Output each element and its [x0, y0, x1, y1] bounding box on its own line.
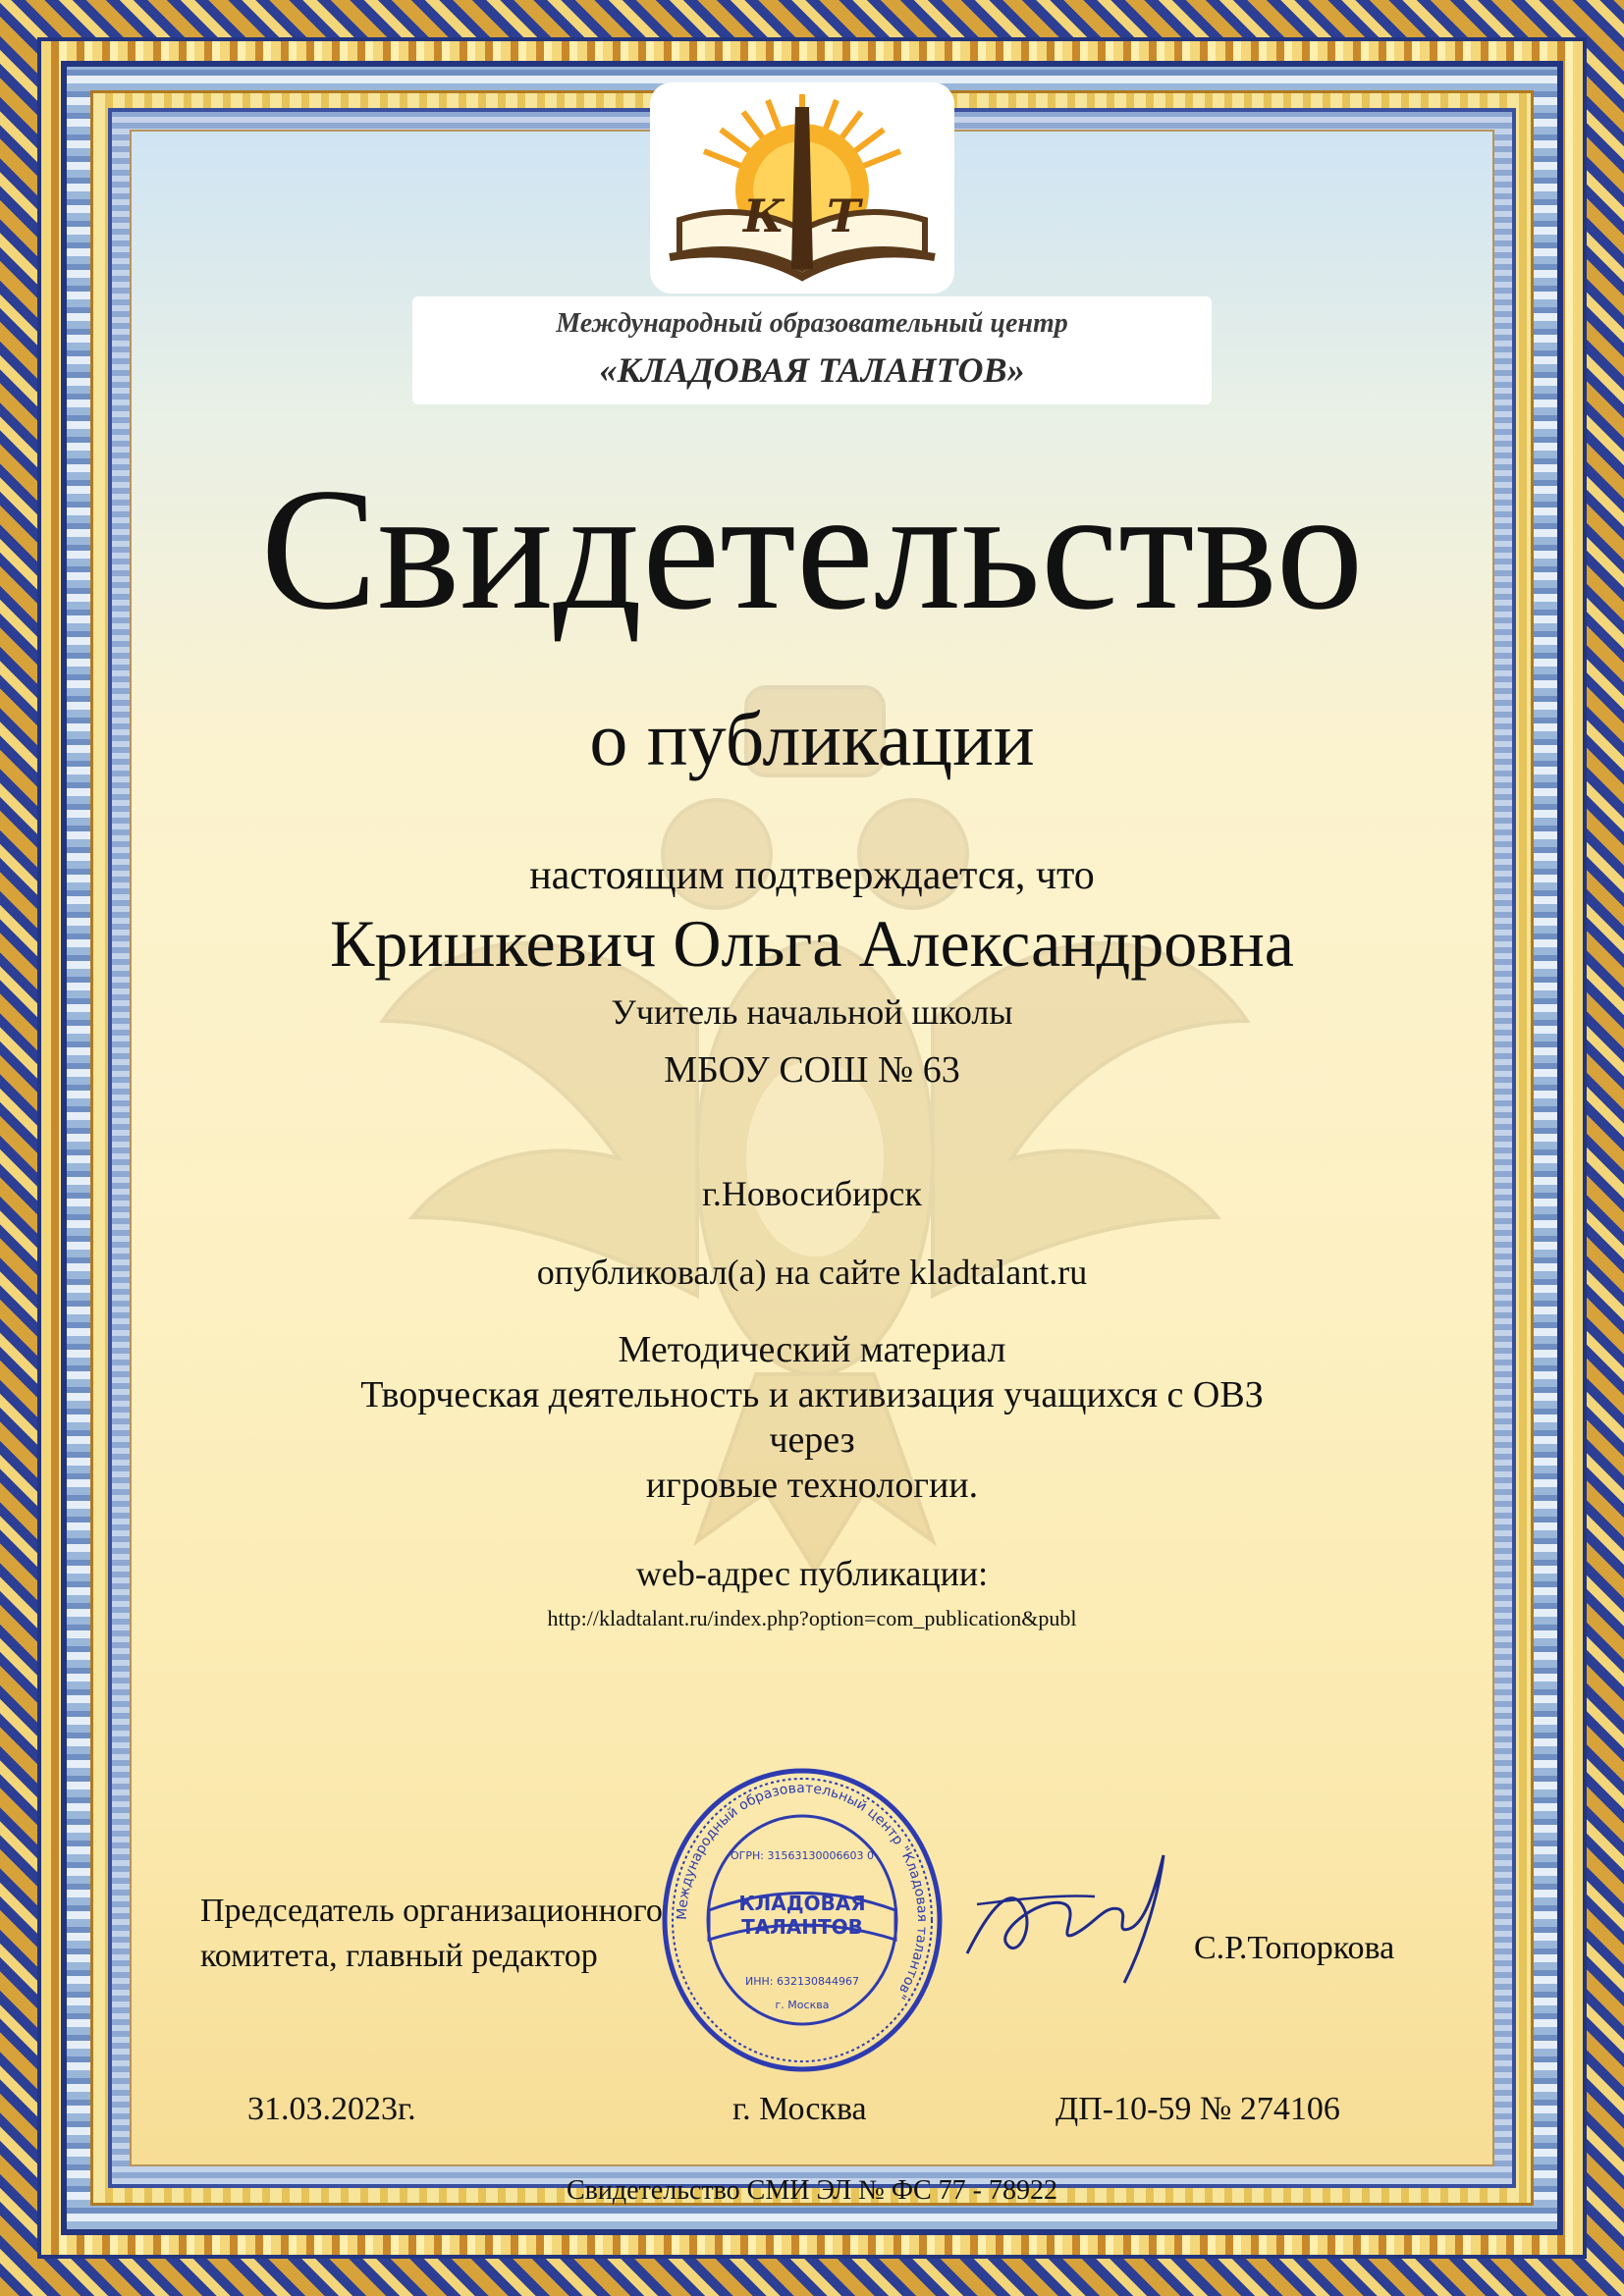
mass-media-registration: Свидетельство СМИ ЭЛ № ФС 77 - 78922: [567, 2175, 1057, 2206]
recipient-school: МБОУ СОШ № 63: [664, 1049, 960, 1091]
confirmation-text: настоящим подтверждается, что: [529, 853, 1095, 898]
organization-name: «КЛАДОВАЯ ТАЛАНТОВ»: [599, 350, 1025, 390]
material-line: Методический материал: [618, 1329, 1006, 1370]
stamp-inn: ИНН: 632130844967: [745, 1975, 859, 1988]
stamp-center-line2: ТАЛАНТОВ: [741, 1915, 863, 1939]
signer-name: С.Р.Топоркова: [1194, 1930, 1395, 1966]
stamp-center-line1: КЛАДОВАЯ: [738, 1892, 866, 1915]
web-address-label: web-адрес публикации:: [635, 1554, 989, 1593]
certificate-number: ДП-10-59 № 274106: [1056, 2091, 1340, 2127]
issue-place: г. Москва: [732, 2091, 867, 2127]
material-description: [0, 1327, 1624, 1508]
signer-role: [200, 1889, 663, 1979]
signer-role-line: комитета, главный редактор: [200, 1938, 598, 1974]
recipient-position: Учитель начальной школы: [611, 992, 1013, 1032]
stamp-ring-text: Международный образовательный центр "Кладовая талантов": [674, 1780, 931, 2002]
organization-type: Международный образовательный центр: [556, 308, 1068, 339]
logo-letter-k: К: [743, 189, 785, 242]
signer-role-line: Председатель организационного: [200, 1893, 663, 1929]
published-text: опубликовал(а) на сайте kladtalant.ru: [536, 1253, 1088, 1292]
material-line: Творческая деятельность и активизация учащихся с ОВЗ: [360, 1374, 1264, 1415]
material-line: игровые технологии.: [645, 1465, 979, 1506]
kladovaya-talantov-logo-icon: [650, 82, 954, 294]
stamp-ogrn: ОГРН: 31563130006603 0: [731, 1849, 874, 1862]
web-address-url: http://kladtalant.ru/index.php?option=com_publication&publ: [547, 1606, 1077, 1630]
certificate-title: Свидетельство: [260, 452, 1364, 646]
logo-box: [650, 82, 954, 294]
organization-name-box: [412, 296, 1212, 404]
recipient-name: Кришкевич Ольга Александровна: [330, 906, 1294, 981]
recipient-city: г.Новосибирск: [702, 1174, 922, 1213]
issue-date: 31.03.2023г.: [247, 2091, 416, 2127]
logo-letter-t: Т: [827, 189, 861, 242]
stamp-city: г. Москва: [775, 1999, 830, 2011]
organization-stamp: [660, 1763, 945, 2077]
certificate-subtitle: о публикации: [589, 696, 1035, 781]
handwritten-signature: [957, 1836, 1173, 1993]
material-line: через: [769, 1419, 855, 1461]
